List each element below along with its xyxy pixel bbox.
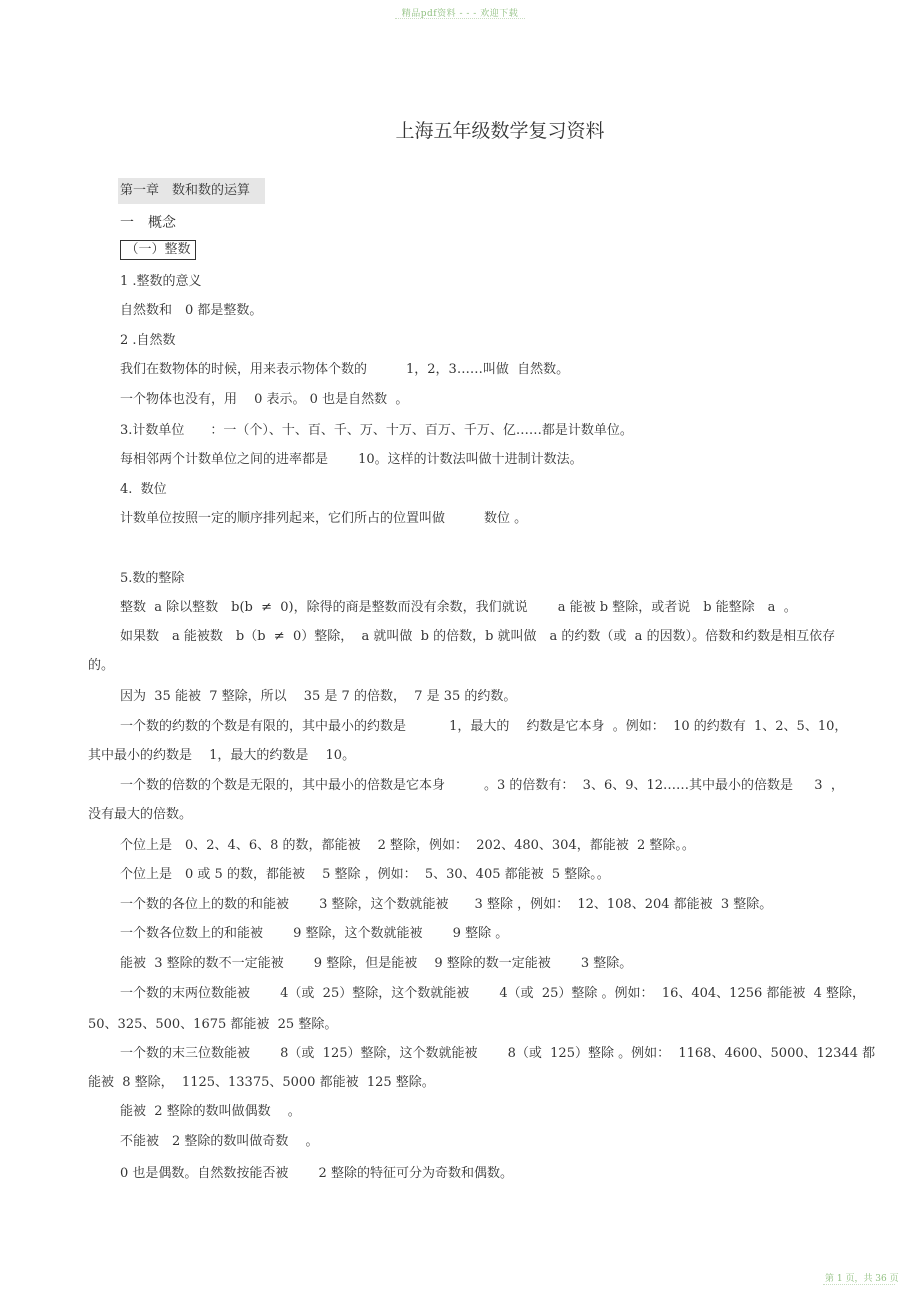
paragraph-line: 能被 2 整除的数叫做偶数 。 xyxy=(120,1104,301,1119)
section-heading: 一 概念 xyxy=(120,215,176,231)
paragraph-line: 个位上是 0、2、4、6、8 的数，都能被 2 整除，例如： 202、480、304，都能被 2 整除。。 xyxy=(120,838,695,853)
paragraph-line: 我们在数物体的时候，用来表示物体个数的 1，2，3……叫做 自然数。 xyxy=(120,362,570,377)
document-title: 上海五年级数学复习资料 xyxy=(395,120,605,142)
footer-divider xyxy=(823,1284,895,1285)
paragraph-line: 因为 35 能被 7 整除，所以 35 是 7 的倍数， 7 是 35 的约数。 xyxy=(120,689,517,704)
paragraph-line: 能被 8 整除， 1125、13375、5000 都能被 125 整除。 xyxy=(88,1075,435,1090)
paragraph-line: 整数 a 除以整数 b(b ≠ 0)，除得的商是整数而没有余数，我们就说 a 能被 b 整除，或者说 b 能整除 a 。 xyxy=(120,600,797,615)
paragraph-line: 一个数的各位上的数的和能被 3 整除，这个数就能被 3 整除 ，例如： 12、108、204 都能被 3 整除。 xyxy=(120,897,773,912)
paragraph-line: 一个数的末两位数能被 4（或 25）整除，这个数就能被 4（或 25）整除 。例如： 16、404、1256 都能被 4 整除， xyxy=(120,986,866,1001)
paragraph-line: 自然数和 0 都是整数。 xyxy=(120,303,263,318)
paragraph-line: 能被 3 整除的数不一定能被 9 整除，但是能被 9 整除的数一定能被 3 整除。 xyxy=(120,956,633,971)
paragraph-line: 一个数的倍数的个数是无限的，其中最小的倍数是它本身 。3 的倍数有： 3、6、9、12……其中最小的倍数是 3 ， xyxy=(120,778,844,793)
paragraph-line: 一个数的末三位数能被 8（或 125）整除，这个数就能被 8（或 125）整除 。例如： 1168、4600、5000、12344 都 xyxy=(120,1046,876,1061)
subsection-heading: （一）整数 xyxy=(120,240,196,260)
header-watermark: 精品pdf资料 - - - 欢迎下载 xyxy=(401,9,519,19)
paragraph-line: 其中最小的约数是 1，最大的约数是 10。 xyxy=(88,748,356,763)
paragraph-line: 4. 数位 xyxy=(120,482,167,497)
paragraph-line: 1 .整数的意义 xyxy=(120,274,202,289)
paragraph-line: 一个物体也没有，用 0 表示。 0 也是自然数 。 xyxy=(120,392,409,407)
paragraph-line: 如果数 a 能被数 b（b ≠ 0）整除， a 就叫做 b 的倍数，b 就叫做 a 的约数（或 a 的因数）。倍数和约数是相互依存 xyxy=(120,629,836,644)
header-divider xyxy=(395,18,525,19)
paragraph-line: 一个数的约数的个数是有限的，其中最小的约数是 1，最大的 约数是它本身 。例如： 10 的约数有 1、2、5、10， xyxy=(120,719,848,734)
paragraph-line: 0 也是偶数。自然数按能否被 2 整除的特征可分为奇数和偶数。 xyxy=(120,1166,513,1181)
paragraph-line: 每相邻两个计数单位之间的进率都是 10。这样的计数法叫做十进制计数法。 xyxy=(120,452,583,467)
paragraph-line: 没有最大的倍数。 xyxy=(88,807,193,822)
paragraph-line: 3.计数单位 ：一（个）、十、百、千、万、十万、百万、千万、亿……都是计数单位。 xyxy=(120,423,633,438)
paragraph-line: 的。 xyxy=(88,658,115,673)
paragraph-line: 5.数的整除 xyxy=(120,571,185,586)
paragraph-line: 个位上是 0 或 5 的数，都能被 5 整除 ，例如： 5、30、405 都能被 5 整除。。 xyxy=(120,867,610,882)
page-number: 第 1 页，共 36 页 xyxy=(825,1274,899,1284)
chapter-heading: 第一章 数和数的运算 xyxy=(118,178,265,204)
paragraph-line: 50、325、500、1675 都能被 25 整除。 xyxy=(88,1017,338,1032)
paragraph-line: 不能被 2 整除的数叫做奇数 。 xyxy=(120,1134,319,1149)
paragraph-line: 一个数各位数上的和能被 9 整除，这个数就能被 9 整除 。 xyxy=(120,926,509,941)
paragraph-line: 2 .自然数 xyxy=(120,333,176,348)
paragraph-line: 计数单位按照一定的顺序排列起来，它们所占的位置叫做 数位 。 xyxy=(120,511,528,526)
